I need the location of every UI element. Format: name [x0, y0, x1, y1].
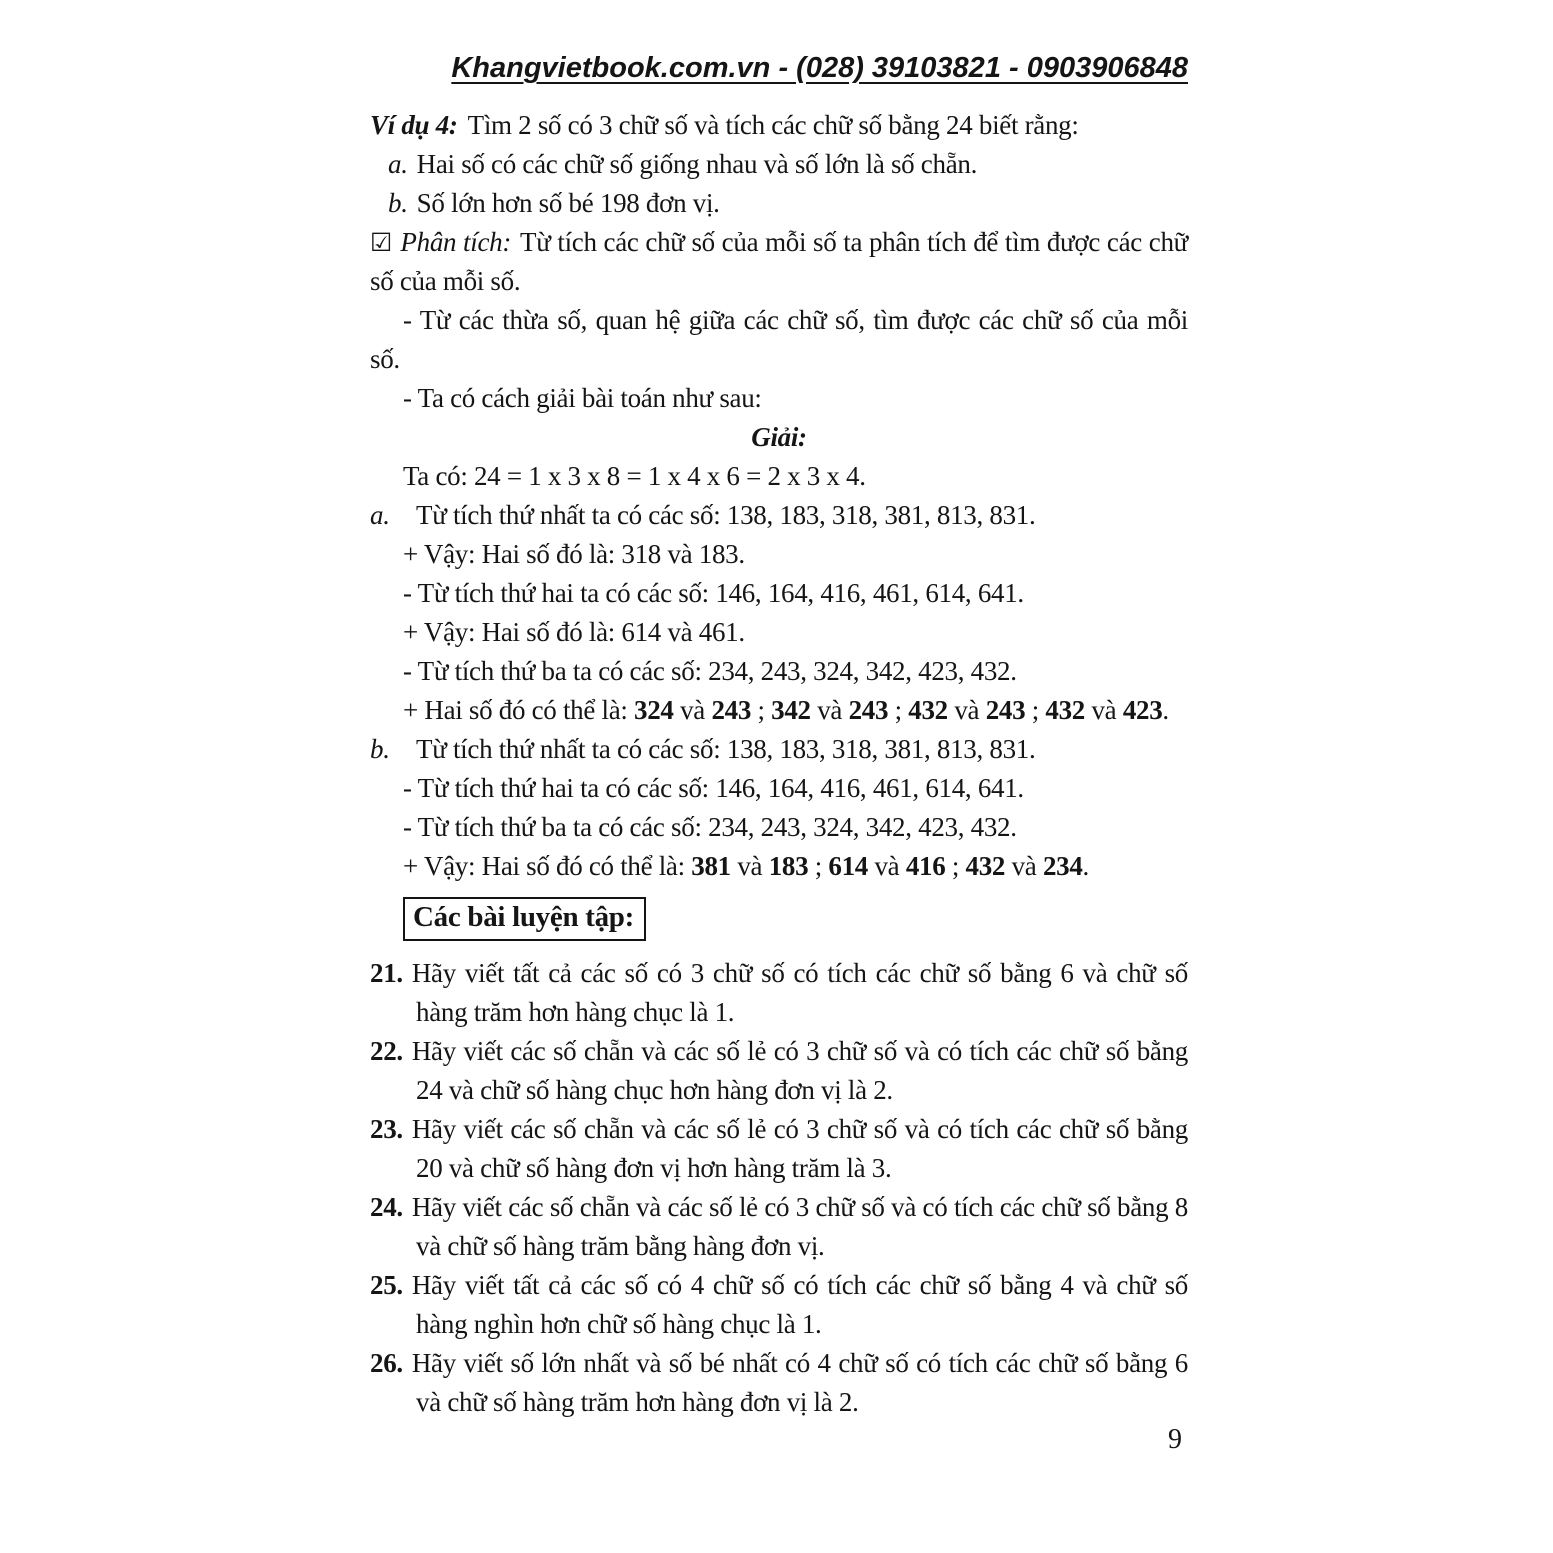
analysis-bullet-1: - Từ các thừa số, quan hệ giữa các chữ số, tìm được các chữ số của mỗi số.	[370, 305, 1188, 374]
exercise-number: 26.	[370, 1348, 403, 1378]
exercise-number: 24.	[370, 1192, 403, 1222]
exercise-item-21	[370, 954, 1188, 1032]
solution-b-line-4: + Vậy: Hai số đó có thể là: 381 và 183 ; 614 và 416 ; 432 và 234.	[403, 851, 1089, 881]
solution-a-line-4: + Vậy: Hai số đó là: 614 và 461.	[403, 617, 745, 647]
example-part-a-text: Hai số có các chữ số giống nhau và số lớn là số chẵn.	[416, 149, 978, 179]
example-statement-line	[370, 106, 1188, 145]
analysis-text: Từ tích các chữ số của mỗi số ta phân tích để tìm được các chữ số của mỗi số.	[370, 227, 1188, 296]
example-part-a-label: a.	[388, 149, 408, 179]
solution-a-line-5: - Từ tích thứ ba ta có các số: 234, 243, 324, 342, 423, 432.	[403, 656, 1017, 686]
example-statement: Tìm 2 số có 3 chữ số và tích các chữ số bằng 24 biết rằng:	[467, 110, 1079, 140]
page-header	[370, 52, 1188, 85]
exercise-item-24	[370, 1188, 1188, 1266]
solution-b-line-1	[370, 730, 1188, 769]
solution-a-line-6: + Hai số đó có thể là: 324 và 243 ; 342 và 243 ; 432 và 243 ; 432 và 423.	[403, 695, 1169, 725]
solution-a-label: a.	[370, 500, 390, 530]
exercise-number: 25.	[370, 1270, 403, 1300]
page-content	[370, 106, 1188, 1422]
exercise-item-23	[370, 1110, 1188, 1188]
exercise-number: 22.	[370, 1036, 403, 1066]
example-part-b-label: b.	[388, 188, 408, 218]
exercise-text: Hãy viết tất cả các số có 4 chữ số có tích các chữ số bằng 4 và chữ số hàng nghìn hơn chữ số hàng chục là 1.	[411, 1270, 1188, 1339]
solution-a-line-1-text: Từ tích thứ nhất ta có các số: 138, 183, 318, 381, 813, 831.	[416, 500, 1036, 530]
example-part-a	[370, 145, 1188, 184]
analysis-label: Phân tích:	[400, 227, 512, 257]
page-number: 9	[1168, 1424, 1182, 1455]
solution-a-line-3: - Từ tích thứ hai ta có các số: 146, 164, 416, 461, 614, 641.	[403, 578, 1024, 608]
header-website-phone: Khangvietbook.com.vn - (028) 39103821 - 0903906848	[451, 52, 1188, 84]
solution-a-line-2: + Vậy: Hai số đó là: 318 và 183.	[403, 539, 745, 569]
exercise-item-22	[370, 1032, 1188, 1110]
solution-b-line-1-text: Từ tích thứ nhất ta có các số: 138, 183, 318, 381, 813, 831.	[416, 734, 1036, 764]
checkbox-icon: ☑	[370, 228, 393, 257]
solution-b-label: b.	[370, 734, 390, 764]
exercise-text: Hãy viết các số chẵn và các số lẻ có 3 chữ số và có tích các chữ số bằng 24 và chữ số hàng chục hơn hàng đơn vị là 2.	[411, 1036, 1188, 1105]
example-part-b-text: Số lớn hơn số bé 198 đơn vị.	[416, 188, 720, 218]
example-label: Ví dụ 4:	[370, 110, 458, 140]
solution-title: Giải:	[751, 422, 807, 452]
exercises-heading: Các bài luyện tập:	[403, 897, 646, 941]
exercises-heading-row	[370, 897, 1188, 941]
analysis-bullet-2: - Ta có cách giải bài toán như sau:	[403, 383, 762, 413]
analysis-paragraph	[370, 223, 1188, 301]
exercise-item-26	[370, 1344, 1188, 1422]
solution-intro: Ta có: 24 = 1 x 3 x 8 = 1 x 4 x 6 = 2 x 3 x 4.	[403, 461, 866, 491]
exercise-number: 23.	[370, 1114, 403, 1144]
exercise-text: Hãy viết số lớn nhất và số bé nhất có 4 chữ số có tích các chữ số bằng 6 và chữ số hàng trăm hơn hàng đơn vị là 2.	[411, 1348, 1188, 1417]
solution-b-line-3: - Từ tích thứ ba ta có các số: 234, 243, 324, 342, 423, 432.	[403, 812, 1017, 842]
example-part-b	[370, 184, 1188, 223]
exercise-item-25	[370, 1266, 1188, 1344]
exercise-text: Hãy viết các số chẵn và các số lẻ có 3 chữ số và có tích các chữ số bằng 20 và chữ số hàng đơn vị hơn hàng trăm là 3.	[411, 1114, 1188, 1183]
solution-b-line-2: - Từ tích thứ hai ta có các số: 146, 164, 416, 461, 614, 641.	[403, 773, 1024, 803]
exercise-text: Hãy viết tất cả các số có 3 chữ số có tích các chữ số bằng 6 và chữ số hàng trăm hơn hàng chục là 1.	[411, 958, 1188, 1027]
exercise-number: 21.	[370, 958, 403, 988]
solution-a-line-1	[370, 496, 1188, 535]
exercise-text: Hãy viết các số chẵn và các số lẻ có 3 chữ số và có tích các chữ số bằng 8 và chữ số hàng trăm bằng hàng đơn vị.	[411, 1192, 1188, 1261]
